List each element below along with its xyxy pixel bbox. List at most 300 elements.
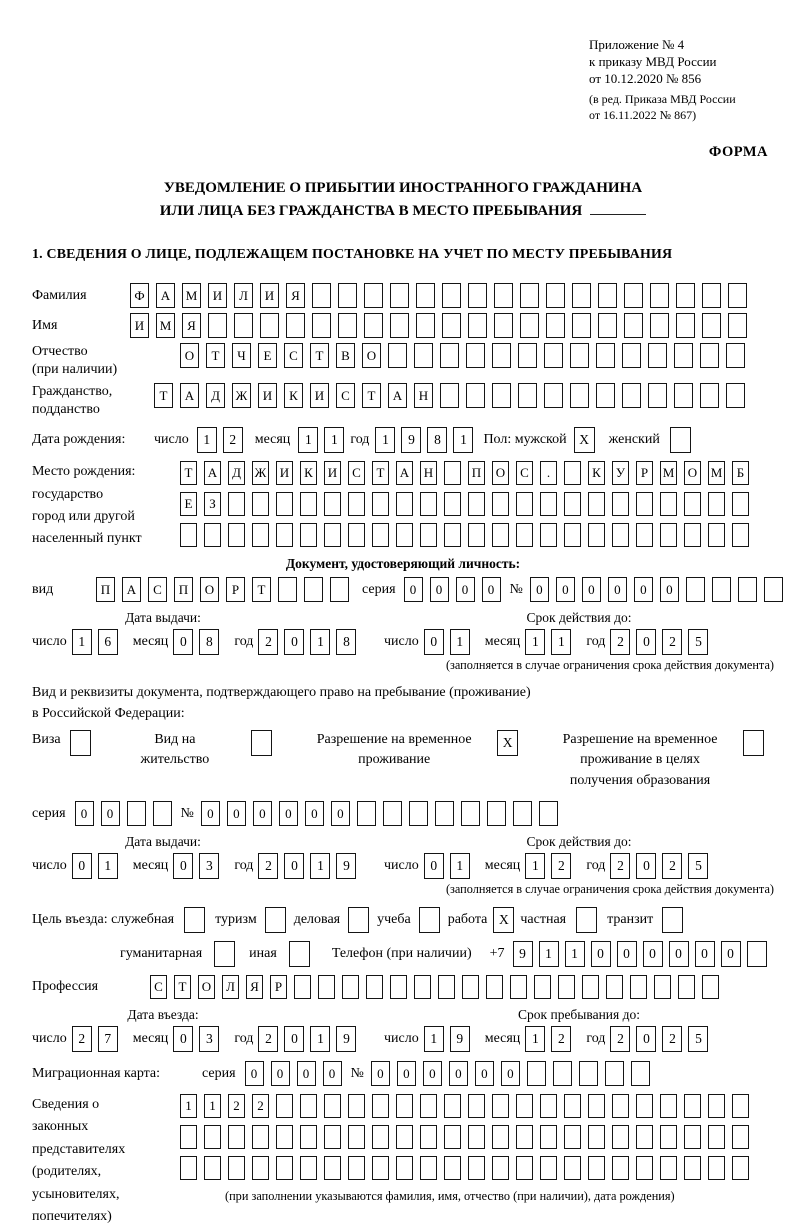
- form-cell: [366, 975, 383, 999]
- form-cell: Л: [222, 975, 239, 999]
- form-cell: Т: [310, 343, 329, 368]
- form-cell: [596, 383, 615, 408]
- form-cell: 0: [449, 1061, 468, 1086]
- form-cell: 0: [201, 801, 220, 826]
- surname-cells: [130, 283, 754, 308]
- form-cell: [686, 577, 705, 602]
- form-cell: 0: [636, 629, 656, 655]
- form-title-line2: ИЛИ ЛИЦА БЕЗ ГРАЖДАНСТВА В МЕСТО ПРЕБЫВАНИЯ: [32, 200, 774, 223]
- form-cell: [712, 577, 731, 602]
- form-cell: [612, 1094, 629, 1118]
- form-cell: [660, 1156, 677, 1180]
- form-cell: С: [148, 577, 167, 602]
- appendix-edit-line: от 16.11.2022 № 867): [589, 108, 697, 123]
- form-cell: 2: [252, 1094, 269, 1118]
- form-cell: 9: [336, 853, 356, 879]
- rvp-edu-checkbox: [743, 730, 764, 756]
- form-cell: [461, 801, 480, 826]
- form-cell: О: [198, 975, 215, 999]
- citizenship-label: Гражданство, подданство: [32, 384, 113, 417]
- form-cell: [540, 492, 557, 516]
- form-cell: И: [310, 383, 329, 408]
- form-cell: Б: [732, 461, 749, 485]
- form-cell: Ф: [130, 283, 149, 308]
- form-cell: [540, 1156, 557, 1180]
- form-cell: X: [497, 730, 518, 756]
- form-cell: [660, 1094, 677, 1118]
- form-cell: [648, 343, 667, 368]
- form-cell: [492, 1094, 509, 1118]
- form-cell: [510, 975, 527, 999]
- form-cell: [747, 941, 767, 967]
- permit-issue-day-cells: [72, 853, 124, 879]
- reps-row2-cells: [180, 1125, 756, 1149]
- form-cell: [516, 1094, 533, 1118]
- form-cell: [636, 1156, 653, 1180]
- form-cell: [660, 523, 677, 547]
- surname-label: Фамилия: [32, 287, 87, 303]
- month-label: месяц: [132, 1031, 169, 1047]
- form-cell: Е: [180, 492, 197, 516]
- form-cell: 2: [258, 629, 278, 655]
- form-cell: Т: [174, 975, 191, 999]
- form-cell: К: [300, 461, 317, 485]
- form-cell: 3: [199, 853, 219, 879]
- permit-valid-day-cells: [424, 853, 476, 879]
- form-cell: 1: [450, 853, 470, 879]
- form-cell: [624, 283, 643, 308]
- form-cell: О: [180, 343, 199, 368]
- study-label: учеба: [377, 912, 411, 928]
- form-cell: 1: [375, 427, 395, 453]
- form-cell: [442, 313, 461, 338]
- form-cell: [684, 1094, 701, 1118]
- migration-card-label: Миграционная карта:: [32, 1065, 161, 1081]
- form-cell: 0: [397, 1061, 416, 1086]
- reps-row1-cells: [180, 1094, 756, 1118]
- permit-number-cells: [201, 801, 565, 826]
- form-cell: 0: [430, 577, 449, 602]
- form-cell: 1: [310, 629, 330, 655]
- form-cell: [416, 283, 435, 308]
- appendix-line: Приложение № 4: [589, 37, 685, 52]
- form-cell: [444, 523, 461, 547]
- form-cell: И: [276, 461, 293, 485]
- form-cell: Т: [154, 383, 173, 408]
- doc-valid-day-cells: [424, 629, 476, 655]
- form-cell: [588, 1156, 605, 1180]
- form-cell: 2: [662, 853, 682, 879]
- form-cell: [564, 1125, 581, 1149]
- form-cell: [492, 383, 511, 408]
- day-label: число: [32, 1031, 67, 1047]
- form-cell: [726, 383, 745, 408]
- form-cell: [324, 1094, 341, 1118]
- form-cell: [396, 1156, 413, 1180]
- form-cell: 0: [608, 577, 627, 602]
- form-cell: [676, 283, 695, 308]
- form-cell: 0: [424, 853, 444, 879]
- doc-vid-cells: [96, 577, 356, 602]
- doc-vid-row: [32, 577, 774, 602]
- form-cell: 9: [450, 1026, 470, 1052]
- form-cell: [606, 975, 623, 999]
- purpose-humanitarian-checkbox: [214, 941, 235, 967]
- form-cell: Я: [286, 283, 305, 308]
- form-cell: С: [516, 461, 533, 485]
- form-cell: 0: [591, 941, 611, 967]
- form-cell: 0: [331, 801, 350, 826]
- form-cell: [494, 313, 513, 338]
- form-cell: И: [324, 461, 341, 485]
- entry-year-cells: [258, 1026, 362, 1052]
- form-cell: [228, 1156, 245, 1180]
- form-cell: Ж: [252, 461, 269, 485]
- form-cell: [342, 975, 359, 999]
- form-cell: [612, 523, 629, 547]
- permit-valid-year-cells: [610, 853, 714, 879]
- form-cell: [702, 313, 721, 338]
- permit-series-label: серия: [32, 805, 66, 821]
- form-cell: [153, 801, 172, 826]
- form-cell: [276, 1125, 293, 1149]
- appendix-line: от 10.12.2020 № 856: [589, 71, 702, 87]
- appendix-line: к приказу МВД России: [589, 54, 717, 70]
- form-cell: [487, 801, 506, 826]
- form-cell: 0: [556, 577, 575, 602]
- form-cell: [492, 492, 509, 516]
- form-cell: [546, 283, 565, 308]
- form-cell: 0: [423, 1061, 442, 1086]
- form-cell: [636, 1094, 653, 1118]
- form-cell: [650, 313, 669, 338]
- birthplace-label: Место рождения: государство город или другой населенный пункт: [32, 464, 142, 547]
- form-cell: [684, 1125, 701, 1149]
- form-cell: [260, 313, 279, 338]
- purpose-tourism-checkbox: [265, 907, 286, 933]
- valid-until-heading: Срок действия до:: [526, 610, 632, 626]
- form-cell: [390, 975, 407, 999]
- form-cell: [572, 313, 591, 338]
- form-cell: [414, 975, 431, 999]
- visa-checkbox: [70, 730, 91, 756]
- form-cell: [546, 313, 565, 338]
- form-cell: П: [468, 461, 485, 485]
- form-cell: [564, 1156, 581, 1180]
- form-cell: Т: [252, 577, 271, 602]
- purpose-label: Цель въезда: служебная: [32, 912, 175, 928]
- form-cell: 0: [721, 941, 741, 967]
- form-cell: [612, 1125, 629, 1149]
- permit-issue-year-cells: [258, 853, 362, 879]
- form-cell: [564, 461, 581, 485]
- form-cell: 5: [688, 853, 708, 879]
- sex-female-checkbox: [670, 427, 691, 453]
- form-cell: [276, 492, 293, 516]
- residence-label: Вид на жительство: [140, 732, 210, 768]
- form-cell: Т: [372, 461, 389, 485]
- form-cell: 0: [101, 801, 120, 826]
- month-label: месяц: [132, 858, 169, 874]
- form-cell: [228, 523, 245, 547]
- form-cell: Т: [180, 461, 197, 485]
- form-title: [32, 177, 774, 224]
- form-cell: [390, 313, 409, 338]
- form-cell: 0: [72, 853, 92, 879]
- humanitarian-label: гуманитарная: [120, 946, 203, 962]
- form-cell: [654, 975, 671, 999]
- form-cell: 0: [582, 577, 601, 602]
- form-cell: 0: [371, 1061, 390, 1086]
- form-cell: [468, 313, 487, 338]
- phone-label: Телефон (при наличии): [331, 946, 472, 962]
- title-blank-underline: [590, 202, 646, 215]
- form-cell: А: [396, 461, 413, 485]
- form-cell: 0: [636, 853, 656, 879]
- form-cell: А: [204, 461, 221, 485]
- form-cell: 0: [75, 801, 94, 826]
- form-cell: [338, 283, 357, 308]
- form-cell: [605, 1061, 624, 1086]
- form-cell: 2: [662, 1026, 682, 1052]
- form-cell: 0: [284, 629, 304, 655]
- form-cell: [348, 1125, 365, 1149]
- form-cell: [492, 1125, 509, 1149]
- permit-series-cells: [75, 801, 179, 826]
- form-cell: [678, 975, 695, 999]
- form-cell: 0: [617, 941, 637, 967]
- sex-female-label: женский: [608, 432, 660, 448]
- form-cell: Д: [206, 383, 225, 408]
- form-cell: [576, 907, 597, 933]
- month-label: месяц: [484, 634, 521, 650]
- purpose-transit-checkbox: [662, 907, 683, 933]
- form-cell: [396, 492, 413, 516]
- purpose-work-checkbox: [493, 907, 514, 933]
- birthdate-row: [32, 427, 774, 453]
- form-cell: [598, 283, 617, 308]
- form-cell: [466, 343, 485, 368]
- form-cell: [396, 1094, 413, 1118]
- form-cell: [444, 1094, 461, 1118]
- form-cell: [492, 343, 511, 368]
- form-cell: 0: [660, 577, 679, 602]
- patronymic-label: Отчество (при наличии): [32, 344, 118, 377]
- form-cell: [70, 730, 91, 756]
- form-cell: 9: [336, 1026, 356, 1052]
- form-cell: Я: [182, 313, 201, 338]
- form-cell: [674, 343, 693, 368]
- form-cell: 1: [525, 629, 545, 655]
- entry-day-cells: [72, 1026, 124, 1052]
- form-cell: [444, 461, 461, 485]
- form-cell: И: [208, 283, 227, 308]
- form-cell: А: [156, 283, 175, 308]
- form-cell: 9: [401, 427, 421, 453]
- doc-issue-day-cells: [72, 629, 124, 655]
- birth-year-cells: [375, 427, 479, 453]
- form-cell: [702, 283, 721, 308]
- form-cell: [289, 941, 310, 967]
- form-cell: [539, 801, 558, 826]
- day-label: число: [32, 858, 67, 874]
- permit-series-row: [32, 801, 774, 826]
- migcard-series-label: серия: [202, 1065, 236, 1081]
- form-cell: [728, 283, 747, 308]
- form-cell: [420, 1156, 437, 1180]
- form-cell: 0: [173, 1026, 193, 1052]
- form-cell: [357, 801, 376, 826]
- form-cell: С: [336, 383, 355, 408]
- sex-male-checkbox: [574, 427, 595, 453]
- form-cell: [513, 801, 532, 826]
- year-label: год: [586, 1031, 606, 1047]
- form-cell: [312, 283, 331, 308]
- profession-row: [32, 975, 774, 999]
- form-cell: [251, 730, 272, 756]
- form-cell: [348, 492, 365, 516]
- migcard-number-label: №: [350, 1065, 364, 1081]
- form-cell: И: [130, 313, 149, 338]
- form-cell: [208, 313, 227, 338]
- purpose-other-checkbox: [289, 941, 310, 967]
- birthplace-row3-cells: [180, 523, 756, 547]
- form-cell: [234, 313, 253, 338]
- form-cell: Р: [270, 975, 287, 999]
- month-label: месяц: [484, 1031, 521, 1047]
- form-cell: [276, 523, 293, 547]
- form-cell: 0: [634, 577, 653, 602]
- form-cell: 2: [72, 1026, 92, 1052]
- transit-label: транзит: [607, 912, 654, 928]
- form-cell: [438, 975, 455, 999]
- form-cell: [372, 1156, 389, 1180]
- form-cell: [300, 492, 317, 516]
- representatives-label: Сведения о законных представителях (родителях, усыновителях, попечителях): [32, 1097, 126, 1224]
- form-cell: 1: [197, 427, 217, 453]
- identity-doc-heading: Документ, удостоверяющий личность:: [285, 556, 521, 572]
- purpose-business-checkbox: [348, 907, 369, 933]
- doc-valid-group: [384, 629, 774, 655]
- form-cell: [276, 1156, 293, 1180]
- phone-cells: [513, 941, 773, 967]
- permit-dates-block: [32, 834, 774, 897]
- form-cell: [348, 523, 365, 547]
- form-cell: М: [708, 461, 725, 485]
- form-cell: [516, 523, 533, 547]
- form-cell: [324, 523, 341, 547]
- form-cell: 1: [551, 629, 571, 655]
- form-cell: 1: [453, 427, 473, 453]
- form-cell: [708, 1094, 725, 1118]
- form-cell: 0: [695, 941, 715, 967]
- form-cell: [662, 907, 683, 933]
- stay-year-cells: [610, 1026, 714, 1052]
- surname-row: [32, 283, 774, 308]
- appendix-edit-line: (в ред. Приказа МВД России: [589, 92, 736, 107]
- form-cell: 6: [98, 629, 118, 655]
- forma-label: ФОРМА: [708, 143, 768, 160]
- form-cell: [300, 1094, 317, 1118]
- form-cell: [588, 492, 605, 516]
- form-cell: 1: [72, 629, 92, 655]
- form-cell: [624, 313, 643, 338]
- form-cell: Д: [228, 461, 245, 485]
- form-cell: [312, 313, 331, 338]
- form-cell: [553, 1061, 572, 1086]
- form-cell: 0: [482, 577, 501, 602]
- form-cell: [732, 523, 749, 547]
- form-cell: [324, 1156, 341, 1180]
- form-cell: 1: [565, 941, 585, 967]
- form-cell: [676, 313, 695, 338]
- form-cell: [348, 907, 369, 933]
- form-cell: Р: [636, 461, 653, 485]
- form-cell: [492, 1156, 509, 1180]
- form-cell: [564, 1094, 581, 1118]
- form-cell: [598, 313, 617, 338]
- form-cell: [468, 523, 485, 547]
- form-cell: [324, 1125, 341, 1149]
- doc-issue-year-cells: [258, 629, 362, 655]
- business-label: деловая: [293, 912, 341, 928]
- form-cell: [684, 492, 701, 516]
- form-cell: [636, 492, 653, 516]
- form-cell: И: [258, 383, 277, 408]
- form-cell: [732, 1156, 749, 1180]
- form-cell: О: [492, 461, 509, 485]
- form-cell: [462, 975, 479, 999]
- form-cell: [588, 1125, 605, 1149]
- form-cell: 8: [199, 629, 219, 655]
- form-cell: А: [388, 383, 407, 408]
- year-label: год: [234, 858, 254, 874]
- form-cell: С: [150, 975, 167, 999]
- migcard-number-cells: [371, 1061, 657, 1086]
- form-cell: [636, 523, 653, 547]
- doc-number-cells: [530, 577, 790, 602]
- doc-dates-block: [32, 610, 774, 673]
- form-cell: К: [588, 461, 605, 485]
- form-cell: [494, 283, 513, 308]
- form-cell: [466, 383, 485, 408]
- day-label: число: [154, 432, 189, 448]
- form-cell: [612, 492, 629, 516]
- form-cell: В: [336, 343, 355, 368]
- birthdate-label: Дата рождения:: [32, 432, 126, 448]
- form-cell: [544, 343, 563, 368]
- name-cells: [130, 313, 754, 338]
- form-cell: 0: [173, 629, 193, 655]
- form-cell: [670, 427, 691, 453]
- form-cell: [372, 492, 389, 516]
- year-label: год: [234, 1031, 254, 1047]
- form-cell: [726, 343, 745, 368]
- form-cell: [420, 523, 437, 547]
- purpose-study-checkbox: [419, 907, 440, 933]
- stay-until-group: [384, 1026, 774, 1052]
- private-label: частная: [520, 912, 567, 928]
- other-label: иная: [249, 946, 277, 962]
- form-cell: 5: [688, 1026, 708, 1052]
- form-cell: 1: [180, 1094, 197, 1118]
- form-cell: [564, 492, 581, 516]
- form-cell: 0: [323, 1061, 342, 1086]
- form-cell: 2: [551, 853, 571, 879]
- permit-type-row: [32, 730, 774, 791]
- form-cell: [348, 1094, 365, 1118]
- form-cell: [372, 1094, 389, 1118]
